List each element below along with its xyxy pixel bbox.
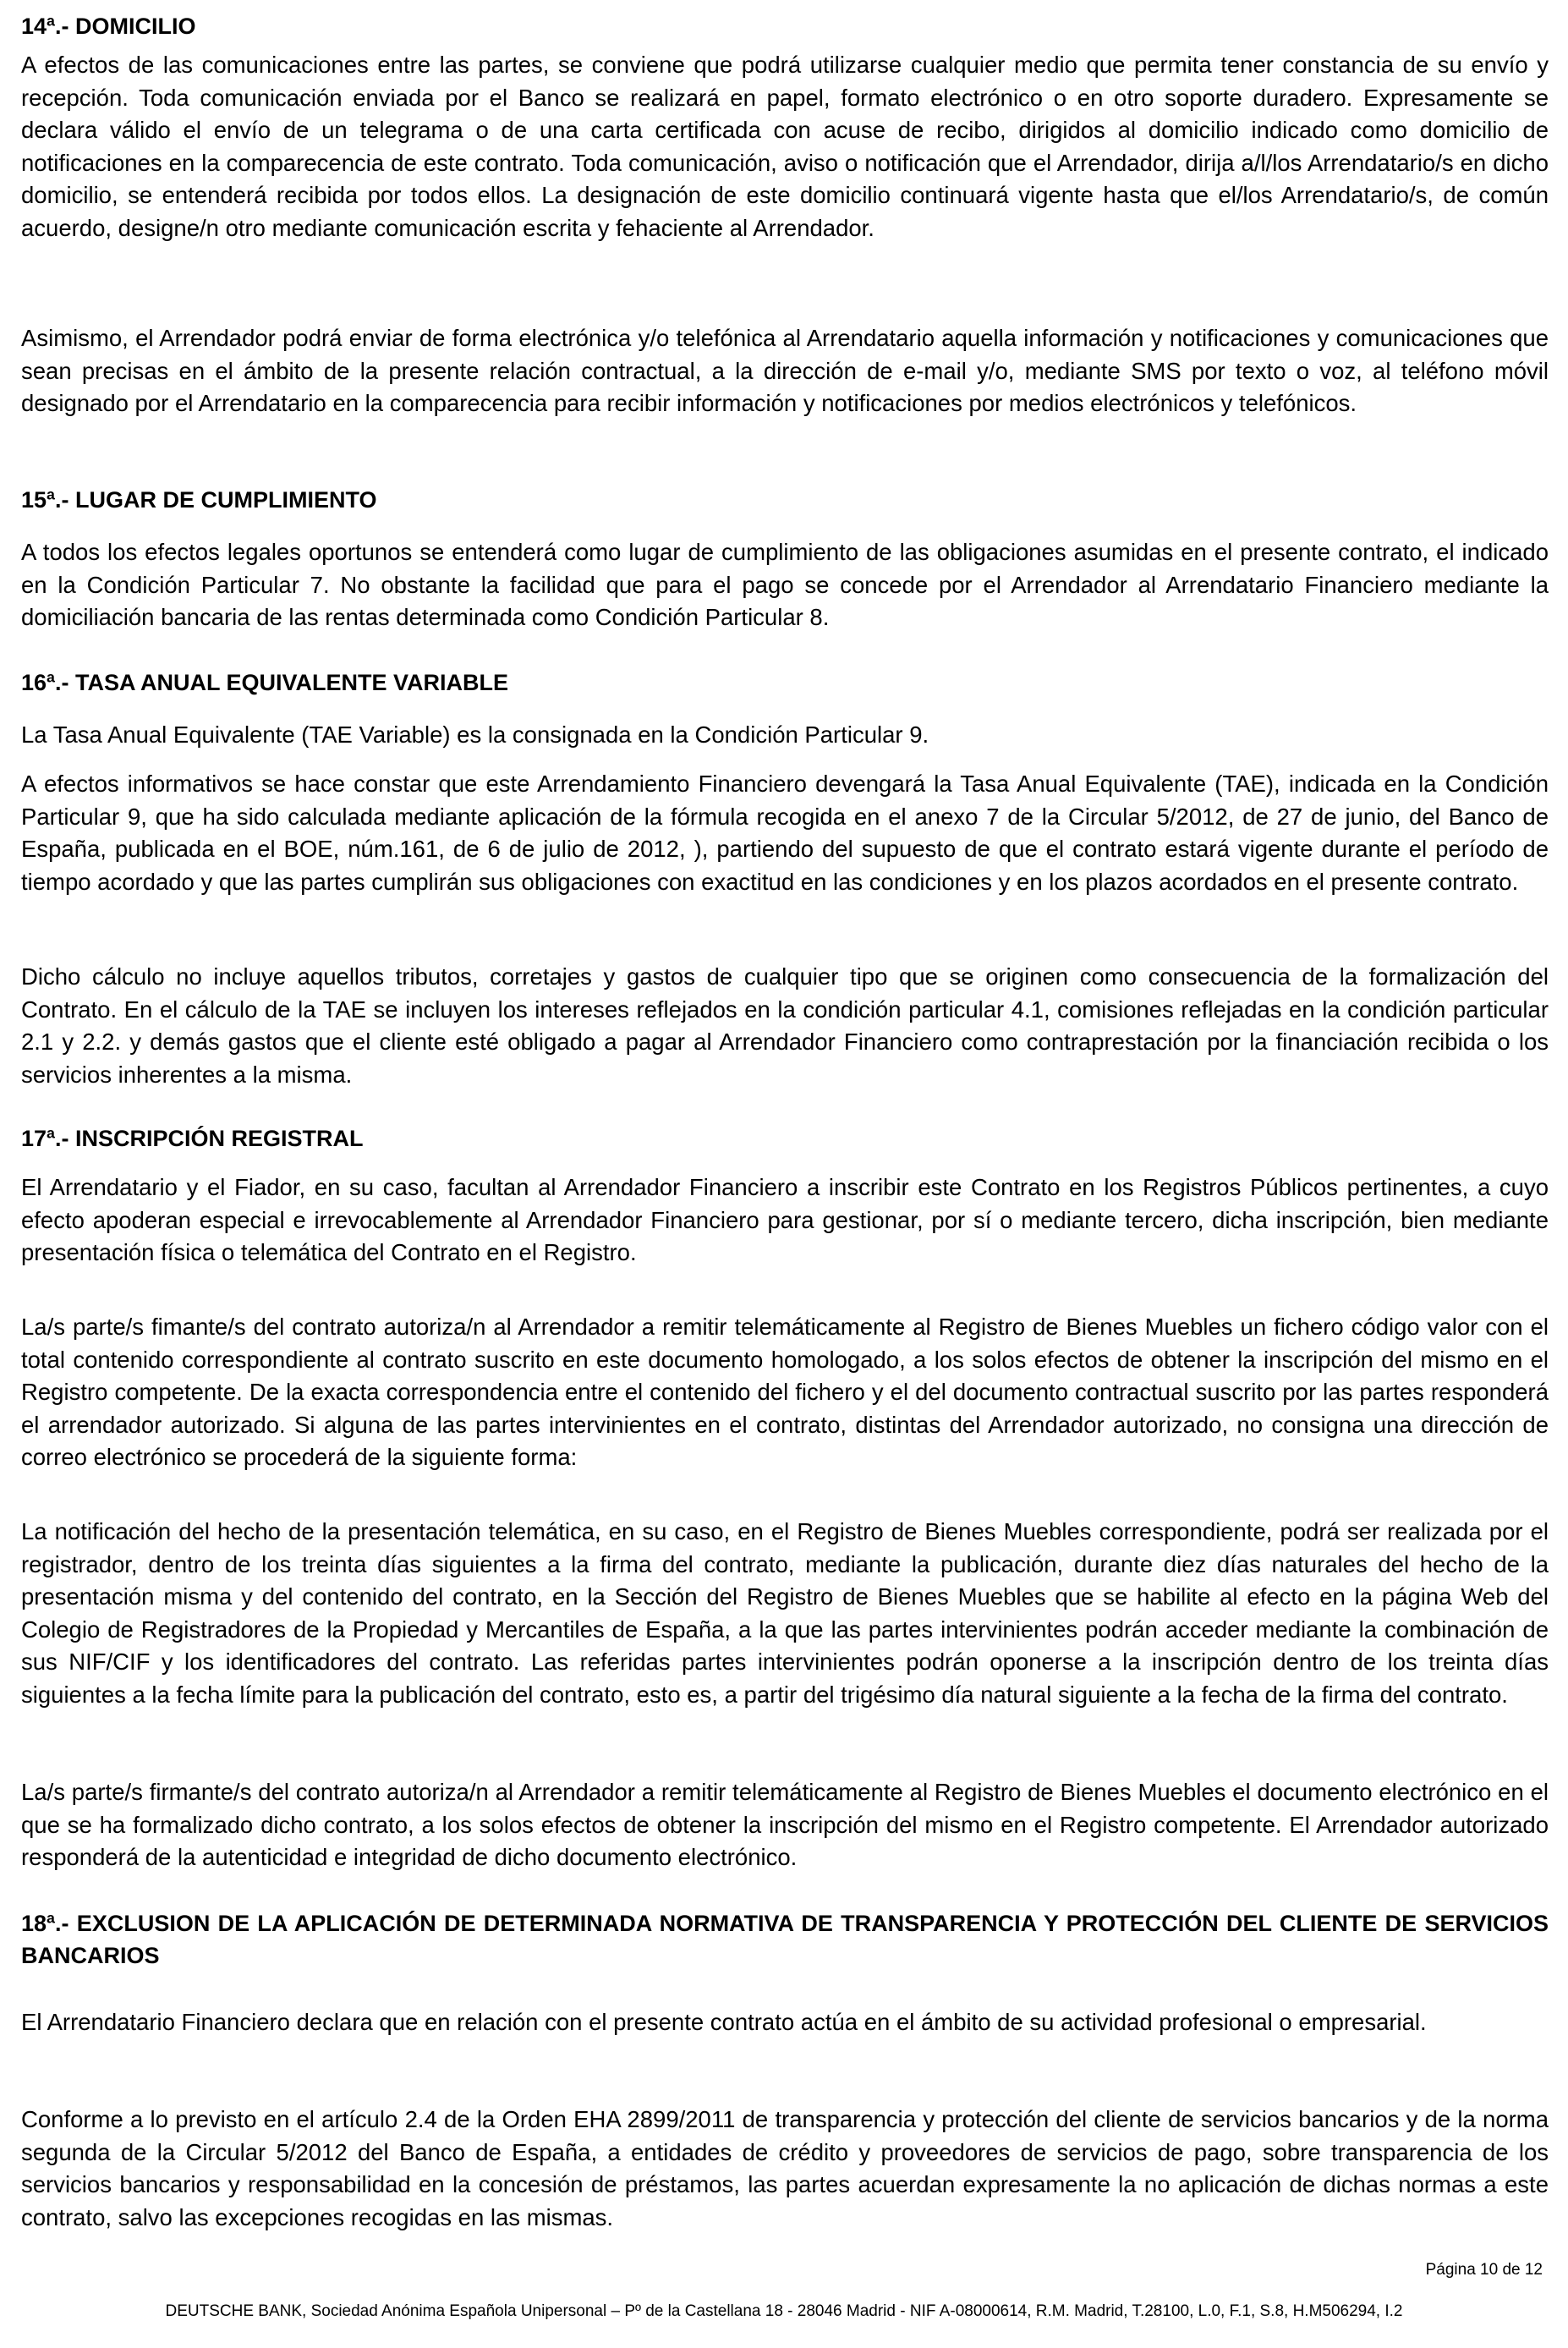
paragraph-17-2: La/s parte/s fimante/s del contrato autoriza/n al Arrendador a remitir telemáticamente al Registro de Bienes Muebles un fichero código valor con el total contenido correspondiente al contrato suscrito en este documento homologado, a los solos efectos de obtener la inscripción del mismo en el Registro competente. De la exacta correspondencia entre el contenido del fichero y el del documento contractual suscrito por las partes responderá el arrendador autorizado. Si alguna de las partes intervinientes en el contrato, distintas del Arrendador autorizado, no consigna una dirección de correo electrónico se procederá de la siguiente forma: bbox=[21, 1314, 1549, 1470]
paragraph-14-1: A efectos de las comunicaciones entre las partes, se conviene que podrá utilizarse cualquier medio que permita tener constancia de su envío y recepción. Toda comunicación enviada por el Banco se realizará en papel, formato electrónico o en otro soporte duradero. Expresamente se declara válido el envío de un telegrama o de una carta certificada con acuse de recibo, dirigidos al domicilio indicado como domicilio de notificaciones en la comparecencia de este contrato. Toda comunicación, aviso o notificación que el Arrendador, dirija a/l/los Arrendatario/s en dicho domicilio, se entenderá recibida por todos ellos. La designación de este domicilio continuará vigente hasta que el/los Arrendatario/s, de común acuerdo, designe/n otro mediante comunicación escrita y fehaciente al Arrendador. bbox=[21, 52, 1549, 241]
paragraph-18-1: El Arrendatario Financiero declara que en relación con el presente contrato actúa en el ámbito de su actividad profesional o empresarial. bbox=[21, 2009, 1427, 2035]
paragraph-16-2: A efectos informativos se hace constar que este Arrendamiento Financiero devengará la Tasa Anual Equivalente (TAE), indicada en la Condición Particular 9, que ha sido calculada mediante aplicación de la fórmula recogida en el anexo 7 de la Circular 5/2012, de 27 de junio, del Banco de España, publicada en el BOE, núm.161, de 6 de julio de 2012, ), partiendo del supuesto de que el contrato estará vigente durante el período de tiempo acordado y que las partes cumplirán sus obligaciones con exactitud en las condiciones y en los plazos acordados en el presente contrato. bbox=[21, 771, 1549, 895]
paragraph-17-1: El Arrendatario y el Fiador, en su caso, facultan al Arrendador Financiero a inscribir este Contrato en los Registros Públicos pertinentes, a cuyo efecto apoderan especial e irrevocablemente al Arrendador Financiero para gestionar, por sí o mediante tercero, dicha inscripción, bien mediante presentación física o telemática del Contrato en el Registro. bbox=[21, 1174, 1549, 1265]
paragraph-17-3: La notificación del hecho de la presentación telemática, en su caso, en el Registro de Bienes Muebles correspondiente, podrá ser realizada por el registrador, dentro de los treinta días siguientes a la firma del contrato, mediante la publicación, durante diez días naturales del hecho de la presentación misma y del contenido del contrato, en la Sección del Registro de Bienes Muebles que se habilite al efecto en la página Web del Colegio de Registradores de la Propiedad y Mercantiles de España, a la que las partes intervinientes podrán acceder mediante la combinación de sus NIF/CIF y los identificadores del contrato. Las referidas partes intervinientes podrán oponerse a la inscripción dentro de los treinta días siguientes a la fecha límite para la publicación del contrato, esto es, a partir del trigésimo día natural siguiente a la fecha de la firma del contrato. bbox=[21, 1518, 1549, 1708]
section-heading-14: 14ª.- DOMICILIO bbox=[21, 14, 196, 39]
paragraph-17-4: La/s parte/s firmante/s del contrato autoriza/n al Arrendador a remitir telemáticamente al Registro de Bienes Muebles el documento electrónico en el que se ha formalizado dicho contrato, a los solos efectos de obtener la inscripción del mismo en el Registro competente. El Arrendador autorizado responderá de la autenticidad e integridad de dicho documento electrónico. bbox=[21, 1779, 1549, 1870]
section-heading-17: 17ª.- INSCRIPCIÓN REGISTRAL bbox=[21, 1126, 364, 1151]
section-heading-16: 16ª.- TASA ANUAL EQUIVALENTE VARIABLE bbox=[21, 670, 509, 695]
paragraph-18-2: Conforme a lo previsto en el artículo 2.4 de la Orden EHA 2899/2011 de transparencia y protección del cliente de servicios bancarios y de la norma segunda de la Circular 5/2012 del Banco de España, a entidades de crédito y proveedores de servicios de pago, sobre transparencia de los servicios bancarios y responsabilidad en la concesión de préstamos, las partes acuerdan expresamente la no aplicación de dichas normas a este contrato, salvo las excepciones recogidas en las mismas. bbox=[21, 2106, 1549, 2230]
paragraph-16-1: La Tasa Anual Equivalente (TAE Variable) es la consignada en la Condición Particular 9. bbox=[21, 721, 929, 748]
company-footer: DEUTSCHE BANK, Sociedad Anónima Española Unipersonal – Pº de la Castellana 18 - 28046 Madrid - NIF A-08000614, R.M. Madrid, T.28100, L.0, F.1, S.8, H.M506294, I.2 bbox=[165, 2302, 1403, 2320]
paragraph-16-3: Dicho cálculo no incluye aquellos tributos, corretajes y gastos de cualquier tipo que se originen como consecuencia de la formalización del Contrato. En el cálculo de la TAE se incluyen los intereses reflejados en la condición particular 4.1, comisiones reflejadas en la condición particular 2.1 y 2.2. y demás gastos que el cliente esté obligado a pagar al Arrendador Financiero como contraprestación por la financiación recibida o los servicios inherentes a la misma. bbox=[21, 963, 1549, 1088]
section-heading-18: 18ª.- EXCLUSION DE LA APLICACIÓN DE DETERMINADA NORMATIVA DE TRANSPARENCIA Y PROTECCIÓN DEL CLIENTE DE SERVICIOS BANCARIOS bbox=[21, 1911, 1549, 1968]
page-number: Página 10 de 12 bbox=[1425, 2261, 1543, 2279]
paragraph-14-2: Asimismo, el Arrendador podrá enviar de forma electrónica y/o telefónica al Arrendatario aquella información y notificaciones y comunicaciones que sean precisas en el ámbito de la presente relación contractual, a la dirección de e-mail y/o, mediante SMS por texto o voz, al teléfono móvil designado por el Arrendatario en la comparecencia para recibir información y notificaciones por medios electrónicos y telefónicos. bbox=[21, 325, 1549, 416]
paragraph-15-1: A todos los efectos legales oportunos se entenderá como lugar de cumplimiento de las obligaciones asumidas en el presente contrato, el indicado en la Condición Particular 7. No obstante la facilidad que para el pago se concede por el Arrendador al Arrendatario Financiero mediante la domiciliación bancaria de las rentas determinada como Condición Particular 8. bbox=[21, 539, 1549, 630]
section-heading-15: 15ª.- LUGAR DE CUMPLIMIENTO bbox=[21, 487, 377, 513]
